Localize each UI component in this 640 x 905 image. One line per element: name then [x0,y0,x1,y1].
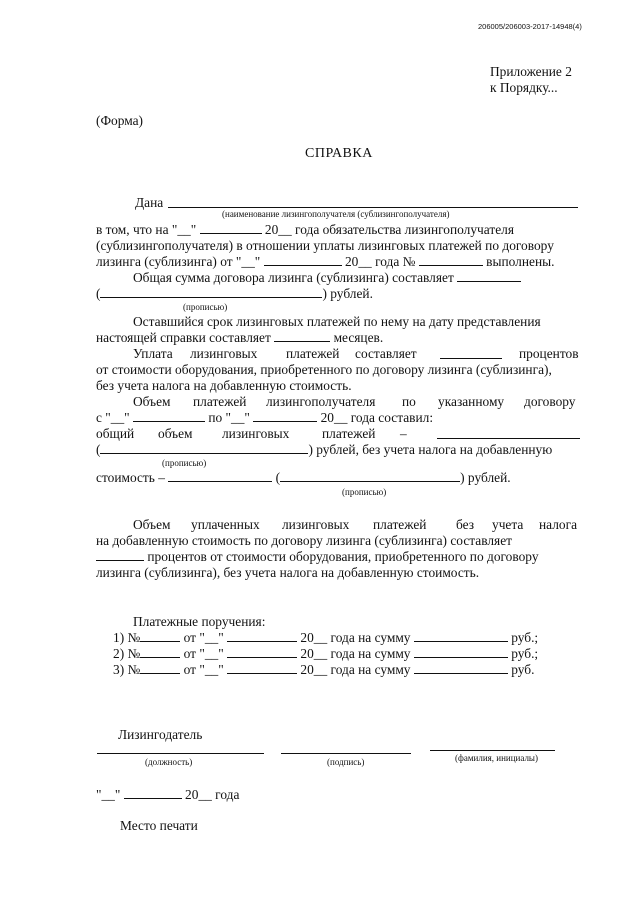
appendix-line-2: к Порядку... [490,80,558,95]
p5-w8: объем [158,426,193,441]
p5-w7: общий [96,426,135,441]
vat-amount-words-field[interactable] [280,470,460,482]
form-label: (Форма) [96,113,144,128]
vat-amount-field[interactable] [168,470,272,482]
payment-percent-field[interactable] [440,358,502,359]
payment-row: 2) № от "__" 20__ года на сумму руб.; [113,646,539,661]
payment-number-field[interactable] [140,630,180,642]
lessor-label: Лизингодатель [118,727,203,742]
p6-line-2: на добавленную стоимость по договору лизинга (сублизинга) составляет [96,533,513,548]
period-end-field[interactable] [253,410,317,422]
p5-w3: лизингополучателя [266,394,376,409]
p5-caption-1: (прописью) [162,458,207,468]
payment-amount-field[interactable] [414,646,508,658]
p5-line-4: ( ) рублей, без учета налога на добавленную [96,442,553,457]
position-caption: (должность) [145,757,193,767]
stamp-place: Место печати [120,818,198,833]
p6-w3: лизинговых [282,517,350,532]
p3-line-2: настоящей справки составляет месяцев. [96,330,384,345]
p4-w4: составляет [355,346,417,361]
p5-line-2: с "__" по "__" 20__ года составил: [96,410,434,425]
signature-field[interactable] [281,753,411,754]
appendix-line-1: Приложение 2 [490,64,572,79]
p5-w4: по [402,394,416,409]
p4-w5: процентов [519,346,579,361]
p5-w10: платежей [322,426,376,441]
p4-line-2: от стоимости оборудования, приобретенного по договору лизинга (сублизинга), [96,362,552,377]
total-payments-field[interactable] [437,438,580,439]
payment-date-field[interactable] [227,662,297,674]
p6-w5: без [456,517,475,532]
p6-w2: уплаченных [191,517,260,532]
payment-amount-field[interactable] [414,630,508,642]
p3-line-1: Оставшийся срок лизинговых платежей по нему на дату представления [133,314,541,329]
p1-line-2: (сублизингополучателя) в отношении уплаты лизинговых платежей по договору [96,238,554,253]
p4-line-3: без учета налога на добавленную стоимость. [96,378,352,393]
position-field[interactable] [97,753,264,754]
signature-caption: (подпись) [327,757,365,767]
p6-w4: платежей [373,517,427,532]
p2-line-1: Общая сумма договора лизинга (сублизинга) составляет [133,270,521,286]
lessee-name-field[interactable] [168,207,578,208]
payment-row: 1) № от "__" 20__ года на сумму руб.; [113,630,539,645]
payment-date-field[interactable] [227,630,297,642]
contract-total-field[interactable] [457,270,521,282]
period-start-field[interactable] [133,410,205,422]
p6-w6: учета [492,517,524,532]
p4-w1: Уплата [133,346,173,361]
p2-caption: (прописью) [183,302,228,312]
p4-w3: платежей [286,346,340,361]
signing-date: "__" 20__ года [96,787,240,802]
contract-number-field[interactable] [419,254,483,266]
p5-caption-2: (прописью) [342,487,387,497]
remaining-months-field[interactable] [274,330,330,342]
full-name-field[interactable] [430,750,555,751]
p6-line-3: процентов от стоимости оборудования, приобретенного по договору [96,549,539,565]
full-name-caption: (фамилия, инициалы) [455,753,538,763]
p5-line-5: стоимость – ( ) рублей. [96,470,511,485]
document-title: СПРАВКА [305,146,373,161]
paid-percent-field[interactable] [96,549,144,561]
payment-date-field[interactable] [227,646,297,658]
p6-w1: Объем [133,517,171,532]
payment-amount-field[interactable] [414,662,508,674]
p5-w5: указанному [438,394,505,409]
contract-date-field[interactable] [264,254,342,266]
payment-number-field[interactable] [140,662,180,674]
signing-date-field[interactable] [124,787,182,799]
p1-line-1: в том, что на "__" 20__ года обязательства лизингополучателя [96,222,514,237]
p5-w11: – [400,426,407,441]
p2-line-2: ( ) рублей. [96,286,373,301]
p5-w6: договору [524,394,576,409]
payment-row: 3) № от "__" 20__ года на сумму руб. [113,662,535,677]
payments-heading: Платежные поручения: [133,614,266,629]
payment-number-field[interactable] [140,646,180,658]
issued-label: Дана [135,195,164,210]
p6-w7: налога [539,517,578,532]
p5-w9: лизинговых [222,426,290,441]
contract-total-words-field[interactable] [100,286,322,298]
p4-w2: лизинговых [190,346,258,361]
p1-line-3: лизинга (сублизинга) от "__" 20__ года № выполнены. [96,254,555,269]
p6-line-4: лизинга (сублизинга), без учета налога на добавленную стоимость. [96,565,480,580]
document-id: 206005/206003-2017-14948(4) [478,22,582,31]
p5-w1: Объем [133,394,171,409]
p5-w2: платежей [193,394,247,409]
obligation-date-field[interactable] [200,222,262,234]
lessee-name-caption: (наименование лизингополучателя (сублизингополучателя) [222,209,450,219]
total-payments-words-field[interactable] [100,442,308,454]
